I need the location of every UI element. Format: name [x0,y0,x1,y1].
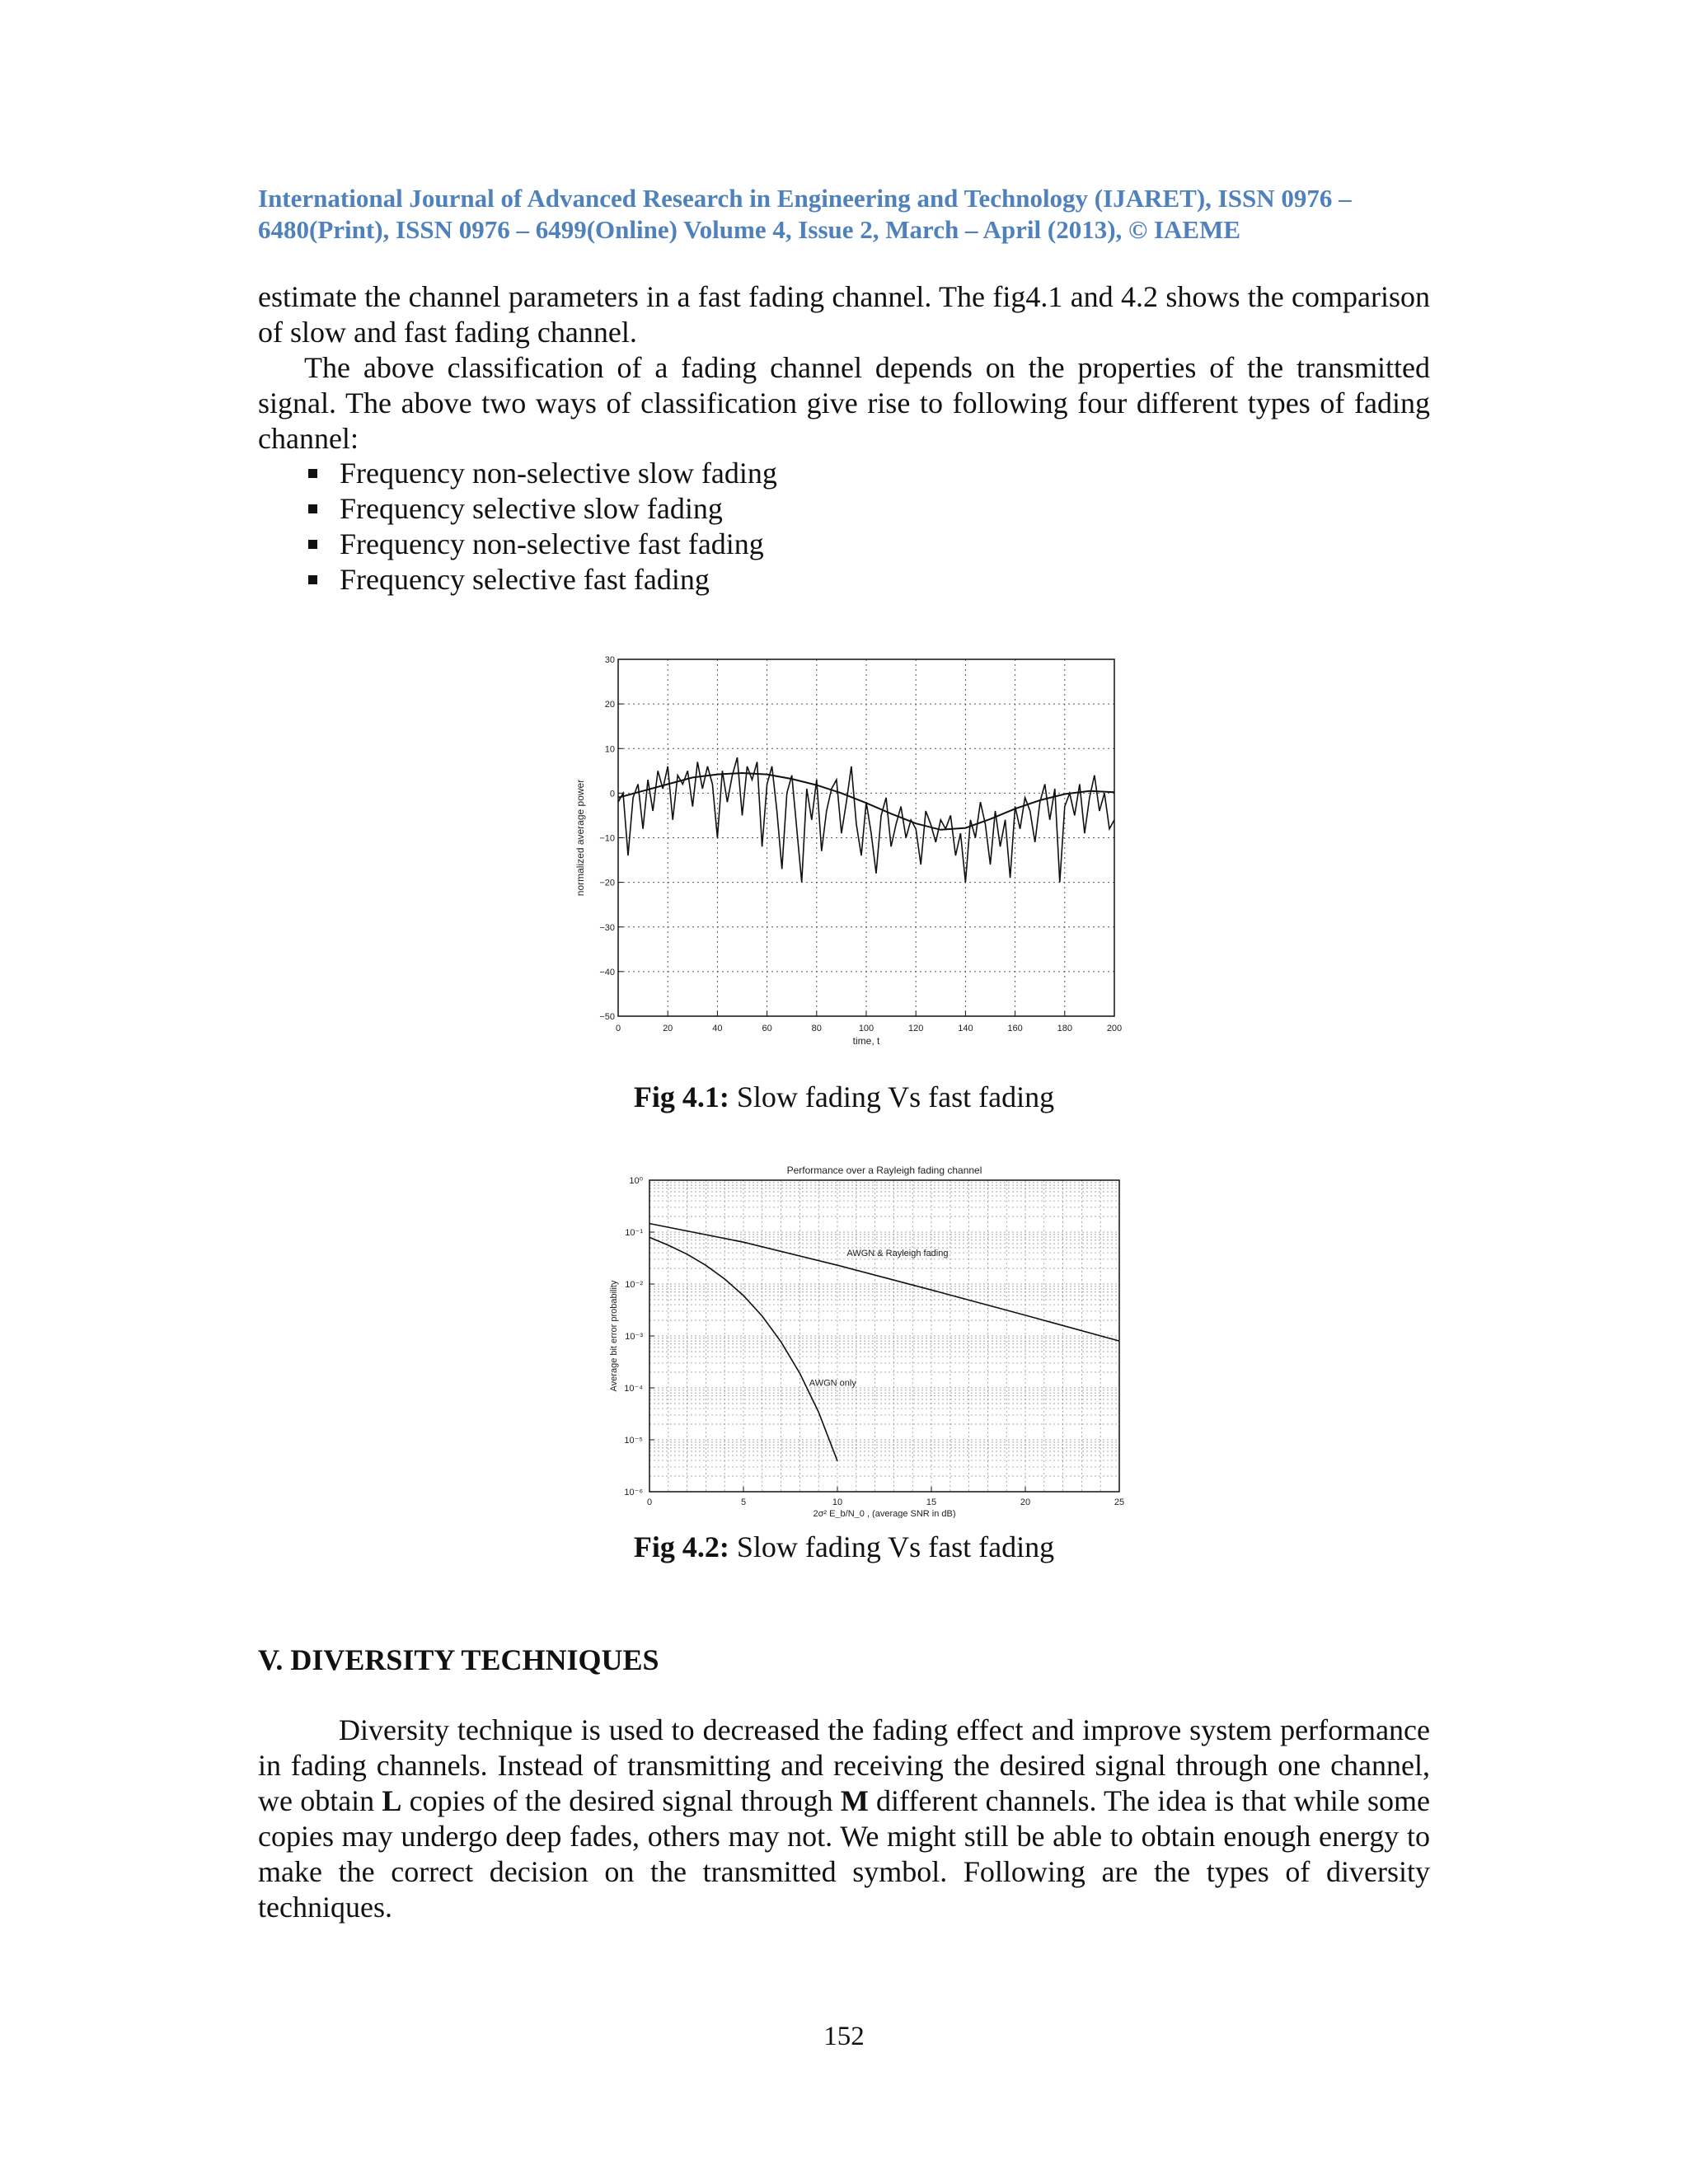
paragraph-1: estimate the channel parameters in a fast fading channel. The fig4.1 and 4.2 shows the comparison of slow and fast fading channel. [258,280,1430,349]
y-tick-label: −20 [599,878,615,888]
awgn-rayleigh-line [649,1224,1119,1342]
x-tick-label: 160 [1007,1024,1023,1033]
caption-label: Fig 4.1: [633,1080,729,1113]
paragraph-3-bold-m: M [840,1784,869,1817]
x-tick-label: 80 [811,1024,822,1033]
fading-types-list [307,456,777,598]
x-tick-label: 0 [646,1497,653,1507]
list-item: Frequency non-selective fast fading [307,527,777,562]
journal-header [258,183,1430,246]
figure-4-1-caption [0,1080,1688,1114]
paragraph-3-part3: different channels. The idea is that while some copies may undergo deep fades, others may not. We might still be able to obtain enough energy to make the correct decision on the transmitted symbol. Following are the types of diversity techniques. [258,1784,1430,1924]
y-tick-label: 10⁻² [625,1280,643,1290]
section-heading: V. DIVERSITY TECHNIQUES [258,1643,659,1676]
y-tick-label: −10 [599,833,615,844]
y-axis-label: Average bit error probability [609,1280,619,1392]
x-tick-label: 25 [1114,1497,1125,1507]
y-tick-label: 20 [604,700,615,710]
x-tick-label: 20 [663,1024,673,1033]
caption-text: Slow fading Vs fast fading [729,1530,1055,1563]
paragraph-3 [258,1713,1430,1925]
x-tick-label: 15 [926,1497,937,1507]
y-tick-label: 10⁻⁵ [624,1436,643,1446]
x-tick-label: 60 [762,1024,772,1033]
caption-label: Fig 4.2: [633,1530,729,1563]
x-tick-label: 5 [740,1497,747,1507]
y-tick-label: 0 [609,789,615,799]
y-tick-label: 10⁻¹ [625,1228,643,1238]
paragraph-3-part2: copies of the desired signal through [401,1784,841,1817]
y-tick-label: −30 [599,922,615,933]
y-tick-label: 10 [604,744,615,755]
y-tick-label: −40 [599,967,615,977]
y-tick-label: −50 [599,1012,615,1022]
x-axis-label: 2σ² E_b/N_0 , (average SNR in dB) [813,1509,956,1518]
chart-title: Performance over a Rayleigh fading channel [786,1165,982,1176]
x-tick-label: 180 [1057,1024,1072,1033]
figure-4-2-chart [600,1155,1136,1518]
paragraph-3-part1: Diversity technique is used to decreased the fading effect and improve system performance in fading channels. Instead of transmitting and receiving the desired signal through one channel, we obtain [258,1713,1430,1817]
y-tick-label: 30 [604,655,615,665]
page-number: 152 [823,2022,865,2051]
x-tick-label: 200 [1106,1024,1123,1033]
figure-4-2-caption [0,1530,1688,1564]
x-tick-label: 100 [858,1024,874,1033]
y-axis-label: normalized average power [574,779,586,897]
x-axis-label: time, t [852,1035,880,1047]
x-tick-label: 0 [615,1024,621,1033]
list-item: Frequency non-selective slow fading [307,456,777,491]
y-tick-label: 10⁰ [629,1176,643,1186]
x-tick-label: 10 [832,1497,843,1507]
series-label-awgn-only: AWGN only [809,1378,856,1389]
journal-header-line1: International Journal of Advanced Research in Engineering and Technology (IJARET), ISSN 0976 – [258,184,1352,213]
y-tick-label: 10⁻⁴ [624,1384,643,1394]
x-tick-label: 120 [908,1024,924,1033]
caption-text: Slow fading Vs fast fading [729,1080,1055,1113]
list-item: Frequency selective slow fading [307,491,777,527]
list-item: Frequency selective fast fading [307,562,777,598]
paragraph-3-bold-l: L [382,1784,402,1817]
x-tick-label: 20 [1020,1497,1031,1507]
series-label-awgn-rayleigh: AWGN & Rayleigh fading [846,1248,949,1258]
x-tick-label: 140 [958,1024,973,1033]
x-tick-label: 40 [712,1024,723,1033]
y-tick-label: 10⁻⁶ [624,1488,643,1497]
paragraph-2: The above classification of a fading channel depends on the properties of the transmitted signal. The above two ways of classification give rise to following four different types of fading channel: [258,351,1430,455]
journal-header-line2: 6480(Print), ISSN 0976 – 6499(Online) Volume 4, Issue 2, March – April (2013), © IAEME [258,215,1241,244]
figure-4-1-chart [569,643,1137,1047]
y-tick-label: 10⁻³ [625,1332,643,1342]
